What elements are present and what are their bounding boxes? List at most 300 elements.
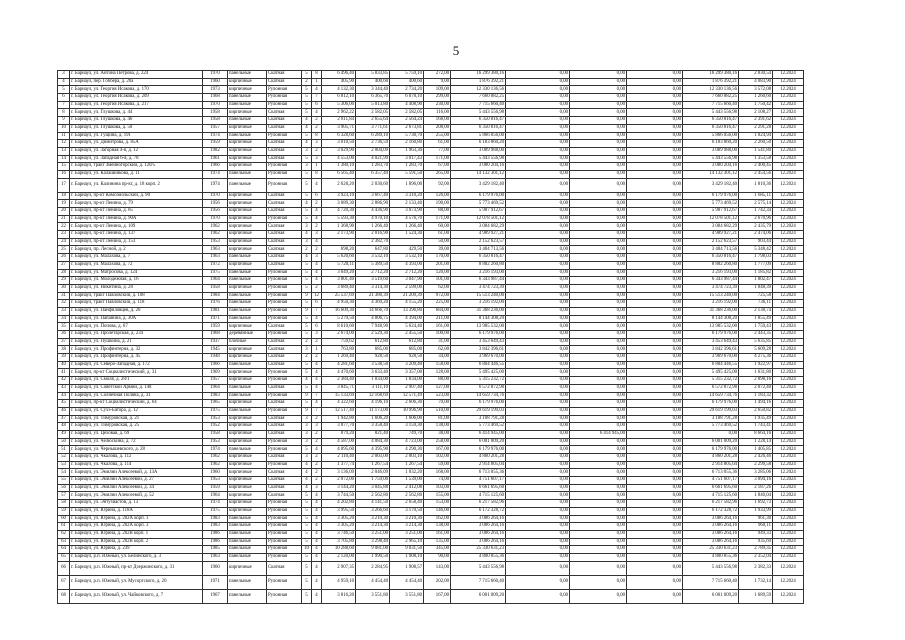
cell-wall-material: панельные (228, 71, 267, 79)
cell-total-cost: 6 414 945,00 (451, 430, 506, 438)
cell-deadline: 12.2024 (773, 86, 804, 94)
cell-total-area: 3 136,09 (322, 469, 356, 477)
cell-cost-per-sqm: 1 405,85 (739, 446, 773, 454)
cell-cost-col-13: 0,00 (506, 446, 570, 454)
cell-address: г. Барнаул, ул. Юрина, д. 202А корп. 1 (70, 515, 203, 523)
cell-deadline: 12.2024 (773, 575, 804, 589)
cell-total-cost: 4 715 125,60 (451, 492, 506, 500)
cell-cost-col-15: 0,00 (627, 163, 683, 171)
cell-entrances: 12 (312, 292, 322, 300)
cell-cost-col-13: 0,00 (506, 215, 570, 223)
cell-wall-material: кирпичные (228, 430, 267, 438)
cell-cost-col-16: 4 751 607,17 (683, 477, 739, 485)
cell-build-year: 1959 (203, 484, 228, 492)
cell-cost-col-13: 0,00 (506, 192, 570, 200)
cell-cost-col-15: 0,00 (627, 546, 683, 554)
cell-cost-per-sqm: 8 664,16 (739, 430, 773, 438)
cell-living-area: 1 990,50 (356, 553, 390, 561)
cell-roof-type: Скатная (267, 208, 302, 216)
cell-entrances: 4 (312, 561, 322, 575)
cell-apartments-area: 6 078,10 (390, 94, 424, 102)
cell-cost-col-16: 3 108 791,28 (683, 415, 739, 423)
table-row (58, 117, 804, 125)
cell-row-number: 26 (58, 254, 70, 262)
cell-build-year: 1962 (203, 454, 228, 462)
cell-cost-col-13: 0,00 (506, 155, 570, 163)
cell-total-cost: 5 315 232,72 (451, 377, 506, 385)
cell-cost-col-13: 0,00 (506, 575, 570, 589)
cell-roof-type: Рулонная (267, 438, 302, 446)
cell-apartments-area: 3 047,90 (390, 277, 424, 285)
cell-apartments-area: 2 003,10 (390, 454, 424, 462)
cell-cost-col-16: 14 132 301,12 (683, 170, 739, 178)
cell-row-number: 63 (58, 538, 70, 546)
cell-cost-per-sqm: 1 692,73 (739, 500, 773, 508)
cell-wall-material: кирпичные (228, 323, 267, 331)
cell-cost-col-15: 0,00 (627, 101, 683, 109)
cell-residents: 265,00 (424, 170, 451, 178)
table-row (58, 561, 804, 575)
cell-cost-per-sqm: 3 285,06 (739, 469, 773, 477)
cell-total-cost: 4 860 201,28 (451, 454, 506, 462)
cell-roof-type: Скатная (267, 155, 302, 163)
cell-living-area: 4 369,20 (356, 300, 390, 308)
cell-cost-col-13: 0,00 (506, 561, 570, 575)
cell-total-cost: 4 800 855,36 (451, 553, 506, 561)
cell-total-cost: 6 350 816,47 (451, 254, 506, 262)
cell-cost-col-13: 0,00 (506, 384, 570, 392)
cell-apartments-area: 5 759,10 (390, 71, 424, 79)
cell-row-number: 3 (58, 71, 70, 79)
cell-row-number: 23 (58, 231, 70, 239)
cell-cost-col-14: 0,00 (570, 354, 627, 362)
cell-row-number: 8 (58, 109, 70, 117)
cell-build-year: 1967 (203, 589, 228, 603)
cell-entrances: 3 (312, 155, 322, 163)
cell-cost-col-16: 6 713 055,36 (683, 469, 739, 477)
cell-build-year: 1964 (203, 384, 228, 392)
cell-entrances: 4 (312, 208, 322, 216)
table-row (58, 261, 804, 269)
cell-address: г. Барнаул, ул. Чернышевского, д. 28 (70, 446, 203, 454)
cell-cost-col-16: 7 660 882,25 (683, 94, 739, 102)
cell-roof-type: Скатная (267, 484, 302, 492)
cell-cost-col-16: 6 661 695,60 (683, 484, 739, 492)
cell-living-area: 3 633,40 (356, 369, 390, 377)
cell-apartments-area: 4 393,00 (390, 261, 424, 269)
cell-floors: 4 (302, 124, 312, 132)
cell-floors: 3 (302, 430, 312, 438)
cell-cost-col-15: 0,00 (627, 361, 683, 369)
cell-total-area: 2 120,00 (322, 553, 356, 561)
cell-living-area: 3 667,40 (356, 192, 390, 200)
cell-roof-type: Скатная (267, 223, 302, 231)
cell-living-area: 612,80 (356, 338, 390, 346)
cell-total-area: 879,20 (322, 430, 356, 438)
cell-entrances: 2 (312, 430, 322, 438)
cell-wall-material: панельные (228, 178, 267, 192)
cell-entrances: 2 (312, 246, 322, 254)
cell-residents: 272,00 (424, 71, 451, 79)
cell-roof-type: Скатная (267, 78, 302, 86)
cell-row-number: 37 (58, 338, 70, 346)
cell-floors: 5 (302, 277, 312, 285)
table-row (58, 377, 804, 385)
cell-build-year: 1974 (203, 178, 228, 192)
cell-cost-per-sqm: 5 635,85 (739, 338, 773, 346)
cell-address: г. Барнаул, тракт Павловский, д. 108 (70, 292, 203, 300)
cell-residents: 146,00 (424, 507, 451, 515)
cell-build-year: 1974 (203, 446, 228, 454)
cell-living-area: 685,00 (356, 346, 390, 354)
cell-address: г. Барнаул, ул. Георгия Исакова, д. 209 (70, 94, 203, 102)
cell-floors: 9 (302, 407, 312, 415)
cell-cost-col-14: 0,00 (570, 438, 627, 446)
cell-cost-col-14: 0,00 (570, 392, 627, 400)
cell-build-year: 1958 (203, 109, 228, 117)
cell-total-cost: 6 179 976,00 (451, 446, 506, 454)
cell-total-area: 5 279,50 (322, 315, 356, 323)
cell-deadline: 12.2024 (773, 477, 804, 485)
cell-cost-col-15: 0,00 (627, 377, 683, 385)
cell-cost-col-16: 3 080 204,16 (683, 163, 739, 171)
cell-total-area: 2 072,00 (322, 477, 356, 485)
cell-total-cost: 3 969 670,00 (451, 354, 506, 362)
cell-build-year: 1976 (203, 300, 228, 308)
cell-address: г. Барнаул, пр-кт Социалистический, д. 64 (70, 400, 203, 408)
cell-cost-per-sqm: 1 048,39 (739, 284, 773, 292)
cell-cost-col-14: 0,00 (570, 208, 627, 216)
cell-address: г. Барнаул, ул. Юрина, д. 202В корп. 2 (70, 538, 203, 546)
cell-total-cost: 5 773 469,52 (451, 200, 506, 208)
cell-floors: 5 (302, 561, 312, 575)
cell-residents: 258,00 (424, 438, 451, 446)
cell-entrances: 8 (312, 132, 322, 140)
cell-cost-col-14: 0,00 (570, 500, 627, 508)
cell-deadline: 12.2024 (773, 215, 804, 223)
cell-wall-material: кирпичные (228, 284, 267, 292)
cell-wall-material: кирпичные (228, 477, 267, 485)
cell-cost-per-sqm: 1 935,49 (739, 415, 773, 423)
table-row (58, 546, 804, 554)
cell-row-number: 36 (58, 331, 70, 339)
cell-total-area: 3 049,20 (322, 269, 356, 277)
cell-residents: 50,00 (424, 238, 451, 246)
cell-row-number: 53 (58, 461, 70, 469)
cell-living-area: 647,80 (356, 246, 390, 254)
cell-apartments-area: 3 170,50 (390, 507, 424, 515)
cell-deadline: 12.2024 (773, 269, 804, 277)
cell-cost-col-13: 0,00 (506, 553, 570, 561)
cell-entrances: 2 (312, 284, 322, 292)
cell-row-number: 20 (58, 208, 70, 216)
cell-roof-type: Рулонная (267, 315, 302, 323)
cell-floors: 3 (302, 346, 312, 354)
cell-wall-material: кирпичные (228, 438, 267, 446)
cell-wall-material: панельные (228, 515, 267, 523)
cell-cost-col-13: 0,00 (506, 392, 570, 400)
table-row (58, 384, 804, 392)
cell-cost-per-sqm: 1 840,04 (739, 492, 773, 500)
cell-wall-material: панельные (228, 254, 267, 262)
cell-apartments-area: 3 159,30 (390, 423, 424, 431)
cell-wall-material: кирпичные (228, 500, 267, 508)
cell-deadline: 12.2024 (773, 484, 804, 492)
cell-residents: 101,00 (424, 277, 451, 285)
cell-residents: 138,00 (424, 423, 451, 431)
cell-entrances: 2 (312, 200, 322, 208)
cell-address: г. Барнаул, ул. Тимуровская, д. 25 (70, 423, 203, 431)
cell-total-cost: 6 179 976,00 (451, 192, 506, 200)
cell-cost-col-16: 3 086 264,16 (683, 530, 739, 538)
cell-cost-per-sqm: 1 810,36 (739, 178, 773, 192)
cell-cost-col-16: 25 330 631,23 (683, 546, 739, 554)
cell-residents: 190,00 (424, 200, 451, 208)
cell-roof-type: Рулонная (267, 461, 302, 469)
cell-cost-col-13: 0,00 (506, 469, 570, 477)
cell-floors: 9 (302, 307, 312, 315)
cell-row-number: 56 (58, 484, 70, 492)
cell-build-year: 1983 (203, 523, 228, 531)
cell-row-number: 64 (58, 546, 70, 554)
cell-apartments-area: 928,50 (390, 354, 424, 362)
cell-cost-col-15: 0,00 (627, 223, 683, 231)
cell-deadline: 12.2024 (773, 109, 804, 117)
cell-apartments-area: 2 907,40 (390, 384, 424, 392)
cell-build-year: 1986 (203, 538, 228, 546)
cell-residents: 120,00 (424, 269, 451, 277)
cell-cost-col-13: 0,00 (506, 346, 570, 354)
cell-cost-col-14: 0,00 (570, 86, 627, 94)
cell-total-area: 4 959,10 (322, 575, 356, 589)
cell-roof-type: Скатная (267, 124, 302, 132)
cell-deadline: 12.2024 (773, 155, 804, 163)
cell-address: г. Барнаул, ул. Энтузиастов, д. 13 (70, 500, 203, 508)
cell-total-area: 5 620,60 (322, 254, 356, 262)
cell-address: г. Барнаул, пр-кт Ленина, д. 90А (70, 215, 203, 223)
cell-cost-col-15: 0,00 (627, 86, 683, 94)
cell-apartments-area: 3 357,00 (390, 369, 424, 377)
cell-cost-col-14: 0,00 (570, 101, 627, 109)
table-row (58, 346, 804, 354)
cell-total-cost: 12 078 501,12 (451, 215, 506, 223)
cell-total-cost: 3 086 264,16 (451, 538, 506, 546)
cell-cost-per-sqm: 5 348,42 (739, 246, 773, 254)
cell-living-area: 3 532,10 (356, 254, 390, 262)
cell-cost-col-13: 0,00 (506, 377, 570, 385)
cell-cost-col-15: 0,00 (627, 331, 683, 339)
cell-entrances: 2 (312, 415, 322, 423)
table-row (58, 500, 804, 508)
cell-wall-material: панельные (228, 170, 267, 178)
cell-roof-type: Скатная (267, 492, 302, 500)
cell-address: г. Барнаул, ул. Чкалова, д. 114 (70, 461, 203, 469)
cell-cost-col-15: 0,00 (627, 561, 683, 575)
cell-total-cost: 6 661 695,60 (451, 484, 506, 492)
cell-apartments-area: 4 723,00 (390, 438, 424, 446)
cell-floors: 5 (302, 553, 312, 561)
cell-entrances: 2 (312, 147, 322, 155)
cell-build-year: 1959 (203, 140, 228, 148)
cell-row-number: 65 (58, 553, 70, 561)
cell-cost-col-16: 12 330 136,56 (683, 86, 739, 94)
cell-total-cost: 5 987 912,67 (451, 208, 506, 216)
cell-floors: 4 (302, 117, 312, 125)
cell-entrances: 6 (312, 101, 322, 109)
cell-row-number: 54 (58, 469, 70, 477)
cell-cost-col-16: 6 350 816,47 (683, 124, 739, 132)
cell-living-area: 2 655,64 (356, 117, 390, 125)
cell-residents: 61,00 (424, 140, 451, 148)
cell-cost-col-16: 3 086 264,16 (683, 538, 739, 546)
cell-cost-col-15: 0,00 (627, 446, 683, 454)
cell-residents: 155,00 (424, 492, 451, 500)
cell-residents: 143,00 (424, 561, 451, 575)
cell-residents: 161,00 (424, 323, 451, 331)
cell-build-year: 1957 (203, 124, 228, 132)
table-row (58, 400, 804, 408)
cell-roof-type: Рулонная (267, 407, 302, 415)
cell-living-area: 2 004,09 (356, 147, 390, 155)
cell-apartments-area: 3 209,40 (390, 361, 424, 369)
cell-address: г. Барнаул, ул. Юрина, д. 239 (70, 546, 203, 554)
cell-cost-col-14: 0,00 (570, 575, 627, 589)
cell-cost-per-sqm: 961,30 (739, 515, 773, 523)
cell-cost-col-15: 0,00 (627, 354, 683, 362)
table-row (58, 86, 804, 94)
cell-residents: 59,00 (424, 461, 451, 469)
cell-entrances: 4 (312, 109, 322, 117)
table-row (58, 101, 804, 109)
cell-wall-material: панельные (228, 446, 267, 454)
cell-cost-col-13: 0,00 (506, 277, 570, 285)
cell-total-cost: 6 350 816,47 (451, 124, 506, 132)
cell-floors: 5 (302, 170, 312, 178)
cell-deadline: 12.2024 (773, 170, 804, 178)
cell-living-area: 3 551,80 (356, 589, 390, 603)
cell-total-area: 4 950,30 (322, 300, 356, 308)
cell-floors: 5 (302, 178, 312, 192)
cell-cost-col-16: 2 152 623,57 (683, 238, 739, 246)
cell-cost-col-15: 0,00 (627, 523, 683, 531)
cell-row-number: 14 (58, 155, 70, 163)
cell-residents: 972,00 (424, 292, 451, 300)
cell-address: г. Барнаул, ул. Матросова, д. 124 (70, 269, 203, 277)
cell-cost-col-15: 0,00 (627, 170, 683, 178)
cell-residents: 38,00 (424, 430, 451, 438)
cell-total-cost: 13 985 532,00 (451, 323, 506, 331)
cell-floors: 5 (302, 261, 312, 269)
cell-wall-material: кирпичные (228, 415, 267, 423)
cell-cost-col-14: 0,00 (570, 523, 627, 531)
cell-cost-per-sqm: 1 353,58 (739, 155, 773, 163)
cell-address: г. Барнаул, ул. Тимуровская, д. 21 (70, 415, 203, 423)
cell-total-cost: 6 350 816,47 (451, 117, 506, 125)
table-row (58, 338, 804, 346)
cell-build-year: 1972 (203, 261, 228, 269)
cell-cost-col-13: 0,00 (506, 86, 570, 94)
cell-roof-type: Рулонная (267, 515, 302, 523)
cell-cost-col-15: 0,00 (627, 323, 683, 331)
cell-deadline: 12.2024 (773, 132, 804, 140)
cell-cost-per-sqm: 2 443,35 (739, 331, 773, 339)
cell-address: г. Барнаул, пр-кт Комсомольский, д. 90 (70, 192, 203, 200)
cell-cost-col-15: 0,00 (627, 238, 683, 246)
cell-entrances: 7 (312, 94, 322, 102)
cell-entrances: 8 (312, 71, 322, 79)
cell-cost-per-sqm: 2 789,35 (739, 546, 773, 554)
cell-residents: 67,00 (424, 163, 451, 171)
table-row (58, 438, 804, 446)
cell-floors: 5 (302, 132, 312, 140)
cell-build-year: 1983 (203, 515, 228, 523)
cell-deadline: 12.2024 (773, 78, 804, 86)
table-row (58, 507, 804, 515)
cell-wall-material: панельные (228, 315, 267, 323)
cell-wall-material: панельные (228, 269, 267, 277)
table-row (58, 231, 804, 239)
cell-total-area: 2 674,00 (322, 331, 356, 339)
cell-entrances: 1 (312, 346, 322, 354)
cell-cost-col-14: 0,00 (570, 300, 627, 308)
cell-deadline: 12.2024 (773, 192, 804, 200)
cell-cost-col-14: 0,00 (570, 170, 627, 178)
cell-entrances: 4 (312, 178, 322, 192)
cell-address: г. Барнаул, ул. Смоля, д. 28/1 (70, 377, 203, 385)
cell-roof-type: Скатная (267, 147, 302, 155)
cell-cost-col-16: 8 144 308,20 (683, 315, 739, 323)
cell-row-number: 68 (58, 589, 70, 603)
cell-residents: 9,00 (424, 78, 451, 86)
cell-cost-col-14: 0,00 (570, 261, 627, 269)
cell-cost-col-14: 0,00 (570, 292, 627, 300)
cell-cost-col-14: 0,00 (570, 400, 627, 408)
cell-living-area: 5 389,50 (356, 261, 390, 269)
cell-roof-type: Скатная (267, 238, 302, 246)
cell-living-area: 400,60 (356, 78, 390, 86)
cell-total-cost: 12 330 136,56 (451, 86, 506, 94)
cell-address: г. Барнаул, ул. Юрина, д. 118А (70, 507, 203, 515)
table-row (58, 170, 804, 178)
cell-floors: 5 (302, 71, 312, 79)
cell-roof-type: Скатная (267, 261, 302, 269)
cell-row-number: 25 (58, 246, 70, 254)
cell-total-area: 1 942,80 (322, 415, 356, 423)
cell-cost-col-14: 0,00 (570, 277, 627, 285)
cell-residents: 127,00 (424, 384, 451, 392)
cell-cost-col-14: 0,00 (570, 78, 627, 86)
cell-residents: 171,00 (424, 215, 451, 223)
table-row (58, 208, 804, 216)
cell-roof-type: Рулонная (267, 178, 302, 192)
cell-address: г. Барнаул, пр-кт Ленина, д. 85 (70, 208, 203, 216)
cell-total-area: 4 202,80 (322, 500, 356, 508)
cell-roof-type: Скатная (267, 415, 302, 423)
cell-total-area: 4 281,60 (322, 361, 356, 369)
cell-total-cost: 3 080 204,16 (451, 163, 506, 171)
cell-roof-type: Скатная (267, 200, 302, 208)
cell-wall-material: кирпичные (228, 423, 267, 431)
cell-cost-col-16: 5 443 556,98 (683, 561, 739, 575)
cell-cost-col-16: 3 969 670,00 (683, 354, 739, 362)
cell-build-year: 1974 (203, 132, 228, 140)
cell-cost-col-15: 0,00 (627, 269, 683, 277)
cell-wall-material: панельные (228, 553, 267, 561)
table-row (58, 354, 804, 362)
cell-residents: 299,00 (424, 94, 451, 102)
cell-address: г. Барнаул, ул. Малахова, д. 7 (70, 254, 203, 262)
cell-cost-per-sqm: 1 631,80 (739, 369, 773, 377)
